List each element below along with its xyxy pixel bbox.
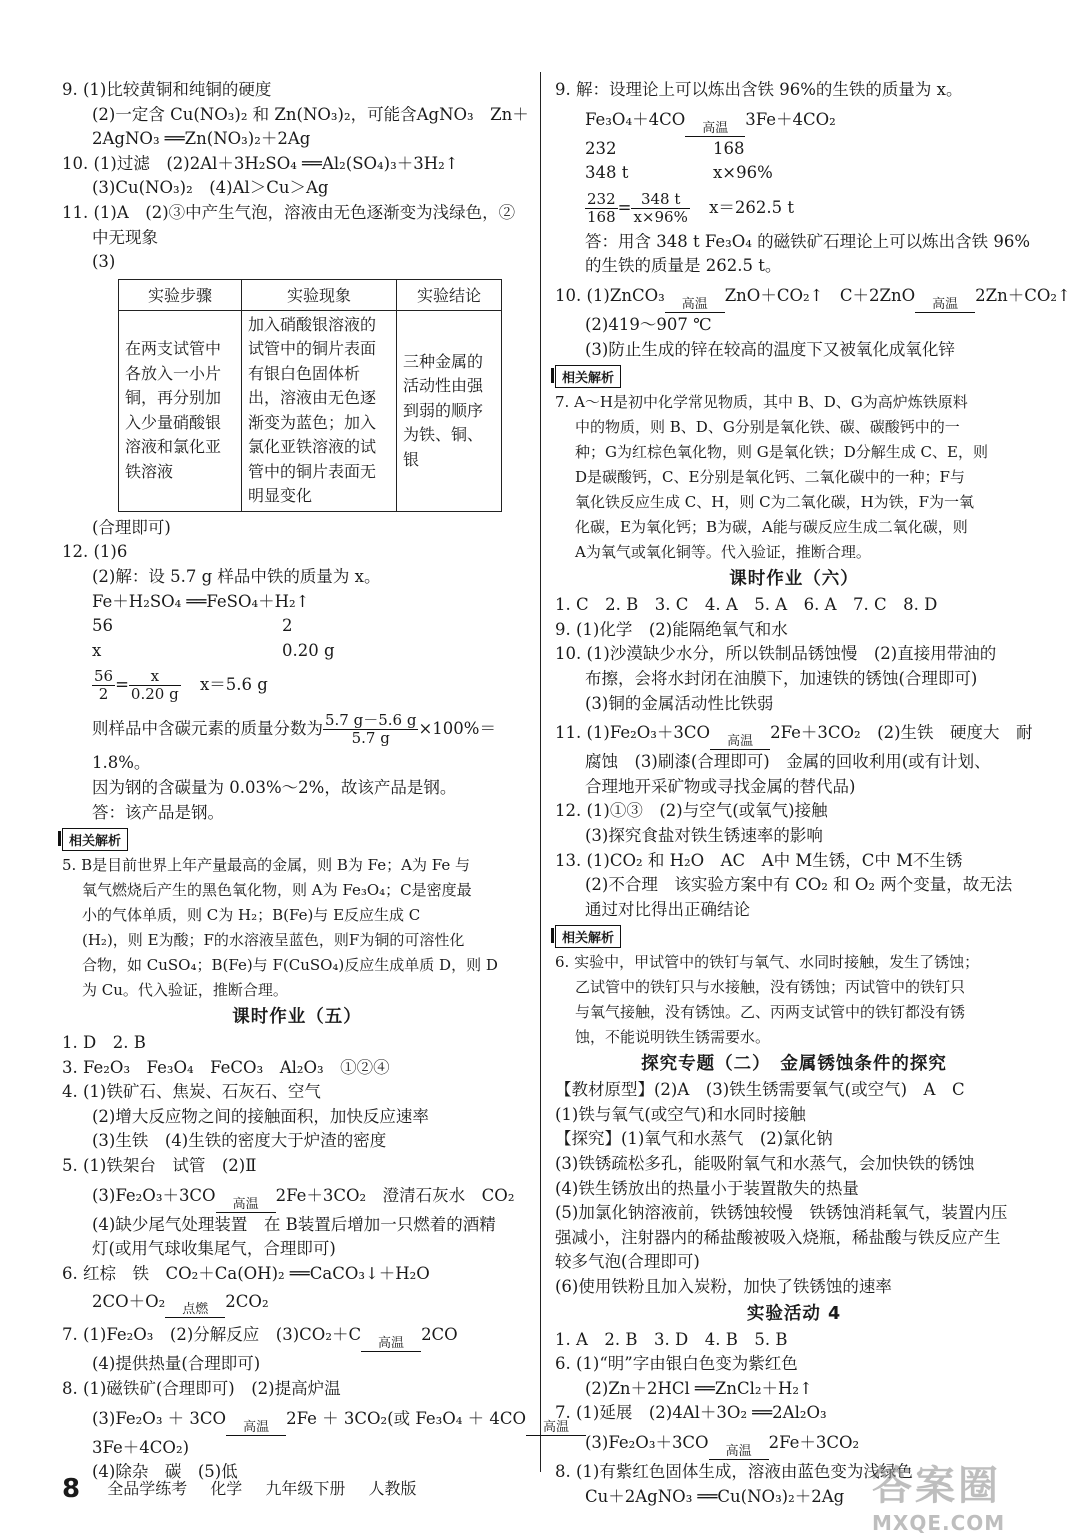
eq-part: 11. (1)Fe₂O₃＋3CO <box>555 723 711 743</box>
grade: 九年级下册 <box>265 1479 346 1498</box>
section-title: 课时作业（五） <box>232 1007 362 1028</box>
answer-line: 1. D 2. B <box>62 1033 146 1053</box>
reaction-condition <box>685 122 745 137</box>
cell-line: 为铁、铜、银 <box>403 425 484 469</box>
page-number: 8 <box>62 1474 81 1504</box>
condition-label: 高温 <box>725 1444 752 1459</box>
explanation-line: 氧气燃烧后产生的黑色氧化物，则 A为 Fe₃O₄；C是密度最 <box>82 881 472 900</box>
equation <box>62 1402 570 1436</box>
answer-line: 3Fe＋4CO₂) <box>92 1437 190 1457</box>
explanation-line: 小的气体单质，则 C为 H₂；B(Fe)与 E反应生成 C <box>82 906 421 925</box>
watermark-text: 答案圈 <box>872 1463 1001 1509</box>
watermark-logo <box>872 1454 1040 1535</box>
answer-line: 5. (1)铁架台 试管 (2)Ⅱ <box>62 1156 257 1176</box>
answer-line: 6. (1)“明”字由银白色变为紫红色 <box>555 1354 798 1374</box>
condition-label: 高温 <box>243 1419 270 1435</box>
condition-label: 高温 <box>232 1196 259 1212</box>
eq-part: 2CO <box>421 1325 458 1345</box>
explanation-line: 6. 实验中，甲试管中的铁钉与氧气、水同时接触，发生了锈蚀； <box>555 953 980 972</box>
reaction-condition <box>226 1421 286 1436</box>
cell-line: 铁溶液 <box>125 461 174 481</box>
eq-part: 3Fe＋4CO₂ <box>745 109 836 129</box>
reaction-condition <box>361 1337 421 1352</box>
answer-line: 8. (1)有紫红色固体生成，溶液由蓝色变为浅绿色 <box>555 1462 913 1481</box>
section-title: 实验活动 4 <box>746 1303 842 1324</box>
eq-part: 2Fe＋3CO₂ (2)生铁 硬度大 耐 <box>770 723 1033 743</box>
cell-line: 铜，再分别加 <box>125 388 222 408</box>
answer-line: 8. (1)磁铁矿(合理即可) (2)提高炉温 <box>62 1379 341 1399</box>
explanation-line: 蚀，不能说明铁生锈需要水。 <box>575 1028 771 1047</box>
answer-line: (3)探究食盐对铁生锈速率的影响 <box>585 825 823 845</box>
answer-line: (3)生铁 (4)生铁的密度大于炉渣的密度 <box>92 1131 387 1151</box>
explanation-line: 化碳，E为氧化钙；B为碳，A能与碳反应生成二氧化碳，则 <box>575 518 968 537</box>
page-footer <box>62 1474 435 1504</box>
cell-line: 有银白色固体析 <box>248 363 361 383</box>
answer-line: 7. (1)延展 (2)4Al＋3O₂ ══2Al₂O₃ <box>555 1403 827 1423</box>
table-header: 实验结论 <box>397 279 502 310</box>
eq-part: 2Zn＋CO₂↑ <box>975 285 1071 305</box>
answer-line: 1. C 2. B 3. C 4. A 5. A 6. A 7. C 8. D <box>555 595 938 615</box>
fraction <box>631 191 689 226</box>
numerator: x <box>129 668 181 686</box>
explanation-line: 氧化铁反应生成 C、H，则 C为二氧化碳，H为铁，F为一氧 <box>575 493 975 512</box>
answer-line: (2)419～907 ℃ <box>585 314 712 334</box>
answer-line: 9. (1)化学 (2)能隔绝氧气和水 <box>555 619 788 639</box>
answer-line: 9. 解：设理论上可以炼出含铁 96%的生铁的质量为 x。 <box>555 80 963 99</box>
related-analysis-badge: 相关解析 <box>555 365 621 388</box>
condition-label: 高温 <box>702 120 729 136</box>
fraction <box>129 668 181 703</box>
ratio-value: 168 <box>713 138 745 158</box>
reaction-condition <box>216 1198 276 1213</box>
answer-line: 12. (1)6 <box>62 542 128 562</box>
denominator: 2 <box>98 685 109 704</box>
proportion: $\frac{56}{2}$ = $\frac{x}{0.20 g}$ x＝5.6 g <box>94 667 268 704</box>
answer-line: (6)使用铁粉且加入炭粉，加快了铁锈蚀的速率 <box>555 1277 892 1297</box>
explanation-line: 5. B是目前世界上年产量最高的金属，则 B为 Fe；A为 Fe 与 <box>62 856 470 875</box>
section-title: 探究专题（二） 金属锈蚀条件的探究 <box>641 1054 947 1075</box>
reaction-condition <box>709 1445 769 1460</box>
answer-line: 4. (1)铁矿石、焦炭、石灰石、空气 <box>62 1082 321 1102</box>
answer-line: Cu＋2AgNO₃ ══Cu(NO₃)₂＋2Ag <box>585 1486 845 1506</box>
denominator: 5.7 g <box>351 729 390 748</box>
answer-line: (2)增大反应物之间的接触面积，加快反应速率 <box>92 1106 429 1126</box>
explanation-line: 合物，如 CuSO₄；B(Fe)与 F(CuSO₄)反应生成单质 D，则 D <box>82 956 498 975</box>
answer-line: 因为钢的含碳量为 0.03%～2%，故该产品是钢。 <box>92 777 457 797</box>
cell-line: 入少量硝酸银 <box>125 412 222 432</box>
answer-line: (3)铁锈疏松多孔，能吸附氧气和水蒸气，会加快铁的锈蚀 <box>555 1154 975 1174</box>
eq-part: Fe₃O₄＋4CO <box>585 109 686 129</box>
answer-line: (2)不合理 该实验方案中有 CO₂ 和 O₂ 两个变量，故无法 <box>585 875 1013 895</box>
table-cell-conclusion <box>397 310 502 511</box>
reaction-condition <box>710 735 770 750</box>
answer-line: 3. Fe₂O₃ Fe₃O₄ FeCO₃ Al₂O₃ ①②④ <box>62 1057 390 1077</box>
answer-line: (4)提供热量(合理即可) <box>92 1354 261 1374</box>
reaction-condition <box>165 1303 225 1318</box>
cell-line: 溶液和氯化亚 <box>125 437 222 457</box>
condition-label: 点燃 <box>182 1302 209 1318</box>
answer-line: (5)加氯化钠溶液前，铁锈蚀较慢 铁锈蚀消耗氧气，装置内压 <box>555 1203 1008 1223</box>
proportion: $\frac{232}{168}$ = $\frac{348 t}{x\times 96\%}$ x＝262.5 t <box>587 189 795 226</box>
cell-line: 在两支试管中 <box>125 339 222 359</box>
equation <box>555 279 1071 313</box>
denominator: 168 <box>587 207 616 226</box>
denominator: 0.20 g <box>130 685 179 704</box>
explanation-line: 与氧气接触，没有锈蚀。乙、丙两支试管中的铁钉都没有锈 <box>575 1003 966 1022</box>
answer-line: (3) <box>92 252 116 272</box>
fraction <box>323 712 418 747</box>
brand-name: 全品学练考 <box>107 1479 188 1498</box>
answer-line: 通过对比得出正确结论 <box>585 899 750 919</box>
right-column <box>555 78 1071 1509</box>
edition: 人教版 <box>368 1479 417 1498</box>
condition-label: 高温 <box>378 1336 405 1352</box>
answer-line: 9. (1)比较黄铜和纯铜的硬度 <box>62 80 272 99</box>
explanation-line: 为 Cu。代入验证，推断合理。 <box>82 981 288 1000</box>
equation <box>555 103 1033 137</box>
cell-line: 试管中的铜片表面 <box>248 339 377 359</box>
text: ×100%＝ <box>418 719 496 739</box>
cell-line: 到弱的顺序 <box>403 400 484 420</box>
answer-line: (4)铁生锈放出的热量小于装置散失的热量 <box>555 1178 859 1198</box>
answer-line: (2)一定含 Cu(NO₃)₂ 和 Zn(NO₃)₂，可能含AgNO₃ Zn＋ <box>92 104 529 124</box>
numerator: 56 <box>94 667 114 686</box>
eq-part: 2Fe＋3CO₂ 澄清石灰水 CO₂ <box>275 1185 515 1205</box>
ratio-row <box>62 639 532 664</box>
cell-line: 加入硝酸银溶液的 <box>248 314 377 334</box>
text: 则样品中含碳元素的质量分数为 <box>92 719 323 739</box>
answer-line: 11. (1)A (2)③中产生气泡，溶液由无色逐渐变为浅绿色，② <box>62 202 516 222</box>
ratio-row <box>555 137 1033 162</box>
eq-part: (3)Fe₂O₃＋3CO <box>92 1185 216 1205</box>
condition-label: 高温 <box>727 734 754 750</box>
cell-line: 明显变化 <box>248 486 313 506</box>
table-cell-phenomena <box>242 310 397 511</box>
ratio-value: x <box>92 640 102 660</box>
answer-line: (3)防止生成的锌在较高的温度下又被氧化成氧化锌 <box>585 339 955 359</box>
result: x＝262.5 t <box>709 197 795 217</box>
answer-line: (1)铁与氧气(或空气)和水同时接触 <box>555 1104 806 1124</box>
cell-line: 渐变为蓝色；加入 <box>248 412 377 432</box>
answer-line: 答：该产品是钢。 <box>92 802 224 822</box>
reaction-condition <box>665 298 725 313</box>
equation <box>62 1286 532 1318</box>
explanation-line: D是碳酸钙，C、E分别是氧化钙、二氧化碳中的一种；F与 <box>575 468 965 487</box>
left-column <box>62 78 570 1485</box>
answer-line: 答：用含 348 t Fe₃O₄ 的磁铁矿石理论上可以炼出含铁 96% <box>585 231 1031 251</box>
ratio-value: x×96% <box>713 163 773 183</box>
condition-label: 高温 <box>543 1419 570 1435</box>
condition-label: 高温 <box>932 296 959 312</box>
related-analysis-badge: 相关解析 <box>62 828 128 851</box>
eq-part: 2Fe ＋ 3CO₂(或 Fe₃O₄ ＋ 4CO <box>286 1408 527 1428</box>
answer-line: 灯(或用气球收集尾气，合理即可) <box>92 1239 336 1259</box>
answer-line: 13. (1)CO₂ 和 H₂O AC A中 M生锈，C中 M不生锈 <box>555 850 963 870</box>
eq-part: 2CO₂ <box>225 1292 269 1312</box>
denominator: x×96% <box>633 207 688 226</box>
fraction <box>585 191 618 226</box>
eq-part: (3)Fe₂O₃ ＋ 3CO <box>92 1408 227 1428</box>
fraction <box>92 668 115 703</box>
equation <box>62 1318 532 1352</box>
answer-line: (合理即可) <box>92 517 171 537</box>
cell-line: 各放入一小片 <box>125 363 222 383</box>
equation: Fe＋H₂SO₄ ══FeSO₄＋H₂↑ <box>92 591 310 611</box>
answer-line: 1. A 2. B 3. D 4. B 5. B <box>555 1329 788 1349</box>
watermark-url: MXQE.COM <box>872 1511 1006 1535</box>
answer-line: 10. (1)过滤 (2)2Al＋3H₂SO₄ ══Al₂(SO₄)₃＋3H₂↑ <box>62 153 459 173</box>
answer-line: 布擦，会将水封闭在油膜下，加速铁的锈蚀(合理即可) <box>585 668 978 688</box>
ratio-value: 2 <box>282 616 293 636</box>
answer-line: 12. (1)①③ (2)与空气(或氧气)接触 <box>555 801 828 821</box>
ratio-row <box>62 614 532 639</box>
condition-label: 高温 <box>681 296 708 312</box>
answer-line: (3)Cu(NO₃)₂ (4)Al＞Cu＞Ag <box>92 178 329 198</box>
explanation-line: A为氧气或氧化铜等。代入验证，推断合理。 <box>575 543 871 562</box>
table-header: 实验现象 <box>242 279 397 310</box>
answer-line: (2)解：设 5.7 g 样品中铁的质量为 x。 <box>92 566 381 586</box>
answer-line: 较多气泡(合理即可) <box>555 1252 700 1272</box>
cell-line: 活动性由强 <box>403 376 484 395</box>
answer-line: 10. (1)沙漠缺少水分，所以铁制品锈蚀慢 (2)直接用带油的 <box>555 644 997 664</box>
table-cell-steps <box>119 310 242 511</box>
cell-line: 出，溶液由无色逐 <box>248 388 377 408</box>
column-divider <box>540 72 541 1472</box>
eq-part: 2Fe＋3CO₂ <box>768 1433 860 1452</box>
answer-line: 【探究】(1)氧气和水蒸气 (2)氯化钠 <box>555 1129 833 1149</box>
ratio-value: 348 t <box>585 163 629 183</box>
answer-line: 合理地开采矿物或寻找金属的替代品) <box>585 776 856 796</box>
reaction-condition <box>915 298 975 313</box>
ratio-value: 56 <box>92 616 113 636</box>
answer-line: (4)除杂 碳 (5)低 <box>92 1462 238 1482</box>
answer-line: 中无现象 <box>92 227 158 247</box>
numerator: 348 t <box>631 191 689 209</box>
experiment-table <box>118 279 502 512</box>
eq-part: 10. (1)ZnCO₃ <box>555 285 665 305</box>
explanation-line: 7. A～H是初中化学常见物质，其中 B、D、G为高炉炼铁原料 <box>555 393 968 412</box>
explanation-line: 乙试管中的铁钉只与水接触，没有锈蚀；丙试管中的铁钉只 <box>575 978 966 997</box>
ratio-value: 0.20 g <box>282 640 335 660</box>
answer-line: 1.8%。 <box>92 753 151 773</box>
result: x＝5.6 g <box>199 675 268 695</box>
answer-line: 腐蚀 (3)刷漆(合理即可) 金属的回收利用(或有计划、 <box>585 752 991 772</box>
cell-line: 氯化亚铁溶液的试 <box>248 437 377 457</box>
explanation-line: 中的物质，则 B、D、G分别是氧化铁、碳、碳酸钙中的一 <box>575 418 960 437</box>
equation <box>62 1179 532 1213</box>
cell-line: 管中的铜片表面无 <box>248 461 377 481</box>
carbon-fraction-line <box>62 707 532 751</box>
table-header: 实验步骤 <box>119 279 242 310</box>
answer-line: 6. 红棕 铁 CO₂＋Ca(OH)₂ ══CaCO₃↓＋H₂O <box>62 1263 430 1283</box>
related-analysis-badge: 相关解析 <box>555 925 621 948</box>
answer-line: 【教材原型】(2)A (3)铁生锈需要氧气(或空气) A C <box>555 1080 965 1100</box>
answer-line: 强减小，注射器内的稀盐酸被吸入烧瓶，稀盐酸与铁反应产生 <box>555 1227 1001 1247</box>
subject: 化学 <box>210 1479 243 1498</box>
eq-part: 2CO＋O₂ <box>92 1292 166 1312</box>
ratio-value: 232 <box>585 138 617 158</box>
ratio-row <box>555 161 1033 186</box>
answer-line: (4)缺少尾气处理装置 在 B装置后增加一只燃着的酒精 <box>92 1214 496 1234</box>
section-title: 课时作业（六） <box>729 569 859 590</box>
numerator: 232 <box>587 189 616 208</box>
explanation-line: 种；G为红棕色氧化物，则 G是氧化铁；D分解生成 C、E，则 <box>575 443 988 462</box>
answer-line: 的生铁的质量是 262.5 t。 <box>585 256 782 276</box>
equation <box>555 716 1033 750</box>
answer-line: 2AgNO₃ ══Zn(NO₃)₂＋2Ag <box>92 129 311 149</box>
eq-part: ZnO＋CO₂↑ C＋2ZnO <box>724 285 916 305</box>
answer-line: (2)Zn＋2HCl ══ZnCl₂＋H₂↑ <box>585 1378 813 1398</box>
eq-part: 7. (1)Fe₂O₃ (2)分解反应 (3)CO₂＋C <box>62 1325 362 1345</box>
numerator: 5.7 g－5.6 g <box>325 711 417 730</box>
eq-part: (3)Fe₂O₃＋3CO <box>585 1433 709 1452</box>
cell-line: 三种金属的 <box>403 351 484 371</box>
explanation-line: (H₂)，则 E为酸；F的水溶液呈蓝色，则F为铜的可溶性化 <box>82 931 465 950</box>
answer-line: (3)铜的金属活动性比铁弱 <box>585 693 774 713</box>
